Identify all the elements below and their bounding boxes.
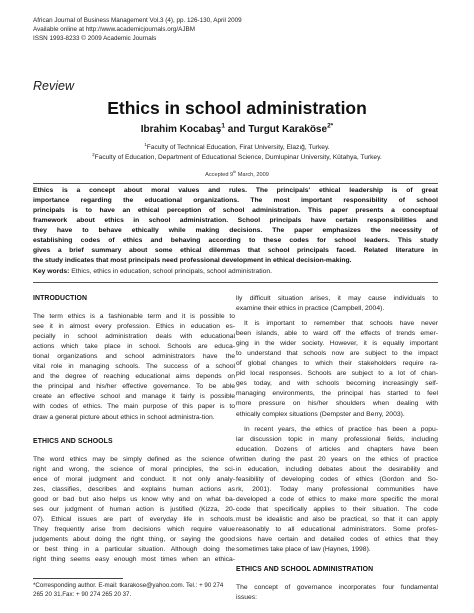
text-line: draw a general picture about ethics in school administra-tion. [33, 413, 215, 421]
affil-text: Faculty of Technical Education, Firat University, Elazığ, Turkey. [146, 144, 330, 151]
text-line: pecially in school administration deals with educational [33, 333, 235, 341]
article-type: Review [33, 79, 74, 93]
author-connector: and [224, 124, 249, 135]
text-line: tional organizations and school administrators have the [33, 353, 235, 361]
abstract-line: establishing codes of ethics and behaving according to these codes for school leaders. This study [33, 237, 438, 244]
text-line: They frequently arise from decisions which require value [33, 525, 235, 533]
accepted-prefix: Accepted 9 [205, 172, 234, 178]
text-line: and the degree of reaching educational aims depends on [33, 373, 235, 381]
text-line: feasibility of developing codes of ethics (Gordon and So- [236, 475, 438, 483]
abstract-top-rule [33, 183, 438, 184]
body-paragraph [236, 425, 438, 556]
section-heading-introduction: INTRODUCTION [33, 295, 88, 302]
affiliation [0, 141, 474, 151]
text-line: sometimes take place of law (Haynes, 1998). [236, 546, 371, 554]
author-name: Ibrahim Kocabaş [140, 124, 222, 135]
text-line: ges today, and with schools becoming increasingly self- [236, 380, 438, 388]
author-name: Turgut Karaköse [248, 124, 328, 135]
abstract-line: they have to behave ethically while making decisions. The paper emphasizes the necessity of [33, 227, 438, 234]
text-line: ethically complex situations (Dempster and Berry, 2003). [236, 410, 405, 418]
accepted-sup: th [233, 170, 237, 175]
text-line: rk, 2001). Today many professional communities have [236, 485, 438, 493]
text-line: of global changes to which their stakeholders require ra- [236, 360, 438, 368]
text-line: In recent years, the ethics of practice has been a popu- [244, 425, 438, 433]
text-line: code that specifically applies to their situation. The code [236, 505, 438, 513]
keywords-text: Ethics, ethics in education, school principals, school administration. [69, 268, 272, 275]
affil-text: Faculty of Education, Department of Educational Science, Dumlupinar University, Kütahya, Turkey. [94, 154, 382, 161]
abstract-bottom-rule [33, 282, 438, 283]
text-line: actions which take place in school. Schools are educa- [33, 343, 235, 351]
text-line: judgements about doing the right thing, or saying the good [33, 535, 235, 543]
text-line: in education, including debates about the desirability and [236, 465, 438, 473]
section-heading-ethics-and-schools: ETHICS AND SCHOOLS [33, 437, 113, 445]
text-line: education. Dozens of articles and chapters have been [236, 445, 438, 453]
text-line: developed a code of ethics to make more specific the moral [236, 495, 438, 503]
text-line: examine their ethics in practice (Campbell, 2004). [236, 305, 385, 313]
text-line: the principal and his/her effective governance. To be able [33, 383, 235, 391]
right-column [236, 294, 438, 608]
body-paragraph [236, 319, 438, 419]
text-line: issues: [236, 594, 258, 602]
body-paragraph [236, 583, 438, 603]
text-line: sions have certain and detailed codes of ethics that they [236, 536, 438, 544]
abstract-line: gives a brief summary about some ethical dilemmas that school principals faced. Related literature in [33, 247, 438, 254]
text-line: The term ethics is a fashionable term and it is possible to [33, 313, 235, 321]
left-column [33, 294, 235, 570]
abstract-line: principals is to have an ethical perception of school administration. This paper presents a conceptual [33, 207, 438, 214]
text-line: written during the past 20 years on the ethics of practice [236, 455, 438, 463]
text-line: been islands, able to ward off the effects of trends emer- [236, 330, 438, 338]
accepted-suffix: March, 2009 [236, 172, 269, 178]
continued-paragraph [236, 294, 438, 314]
journal-citation: African Journal of Business Management Vol.3 (4), pp. 126-130, April 2009 [33, 17, 242, 24]
text-line: lar discussion topic in many professional fields, including [236, 435, 438, 443]
accepted-date [0, 172, 474, 178]
text-line: 07). Ethical issues are part of everyday life in schools. [33, 515, 235, 523]
text-line: create an effective school and manage it fairly is possible [33, 393, 235, 401]
text-line: pid local responses. Schools are subject to a lot of chan- [236, 370, 438, 378]
text-line: ence of moral judgment and conduct. It not only analy- [33, 475, 235, 483]
text-line: vital role in managing schools. The success of a school [33, 363, 235, 371]
text-line: managing environments, the principal has started to feel [236, 390, 438, 398]
text-line: good or bad but also helps us know why and on what ba- [33, 495, 235, 503]
author-affil-mark: 2* [327, 122, 334, 130]
keywords [33, 267, 438, 277]
text-line: more pressure on his/her shoulders when dealing with [236, 400, 438, 408]
section-heading-ethics-and-school-administration: ETHICS AND SCHOOL ADMINISTRATION [236, 566, 374, 574]
abstract-line: framework about ethics in school administration. School principals have certain responsibilities and [33, 217, 438, 224]
footnote-rule [33, 578, 123, 579]
text-line: right and wrong, the science of moral principles, the sci- [33, 465, 235, 473]
affil-mark: 2 [92, 151, 95, 157]
text-line: ging in the wider society. However, it is equally important [236, 340, 438, 348]
text-line: see it in almost every profession. Ethics in education es- [33, 323, 235, 331]
abstract-line: Ethics is a concept about moral values and rules. The principals' ethical leadership is of great [33, 187, 438, 194]
text-line: ses our judgment of human action is justified (Kizza, 20- [33, 505, 235, 513]
text-line: with codes of ethics. The main purpose of this paper is to [33, 403, 235, 411]
author-affil-mark: 1 [221, 122, 225, 130]
text-line: lly difficult situation arises, it may cause individuals to [236, 295, 438, 302]
text-line: right thing seems easy enough most times when an ethica- [33, 556, 235, 564]
affil-mark: 1 [144, 141, 147, 147]
text-line: must be idealistic and also be practical, so that it can apply [236, 515, 438, 523]
affiliation [0, 151, 474, 161]
text-line: zes, classifies, describes and explains human actions as [33, 485, 235, 493]
abstract-line: importance regarding the educational organizations. The most important responsibility of school [33, 197, 438, 204]
corresponding-author-footnote: *Corresponding author. E-mail: tkarakose@yahoo.com. Tel.: + 90 274 265 20 31.Fax: + 90 274 265 20 37. [33, 582, 224, 598]
text-line: to understand that schools now are subject to the impact [236, 350, 438, 358]
paper-title: Ethics in school administration [107, 98, 367, 118]
ethics-paragraph [33, 455, 235, 566]
journal-url: Available online at http://www.academicjournals.org/AJBM [33, 26, 195, 33]
text-line: It is important to remember that schools have never [244, 320, 438, 328]
journal-issn: ISSN 1993-8233 © 2009 Academic Journals [33, 35, 157, 42]
keywords-label: Key words: [33, 268, 70, 275]
abstract [33, 186, 438, 266]
abstract-line: the study indicates that most principals need professional development in ethical decision-making. [33, 257, 352, 264]
text-line: reasonably to all educational administrators. Some profes- [236, 526, 438, 534]
introduction-paragraph [33, 312, 235, 423]
author-line [0, 124, 474, 135]
text-line: or best thing in a particular situation. Although doing the [33, 546, 235, 554]
text-line: The word ethics may be simply defined as the science of [33, 455, 235, 463]
text-line: The concept of governance incorporates four fundamental [236, 584, 438, 592]
